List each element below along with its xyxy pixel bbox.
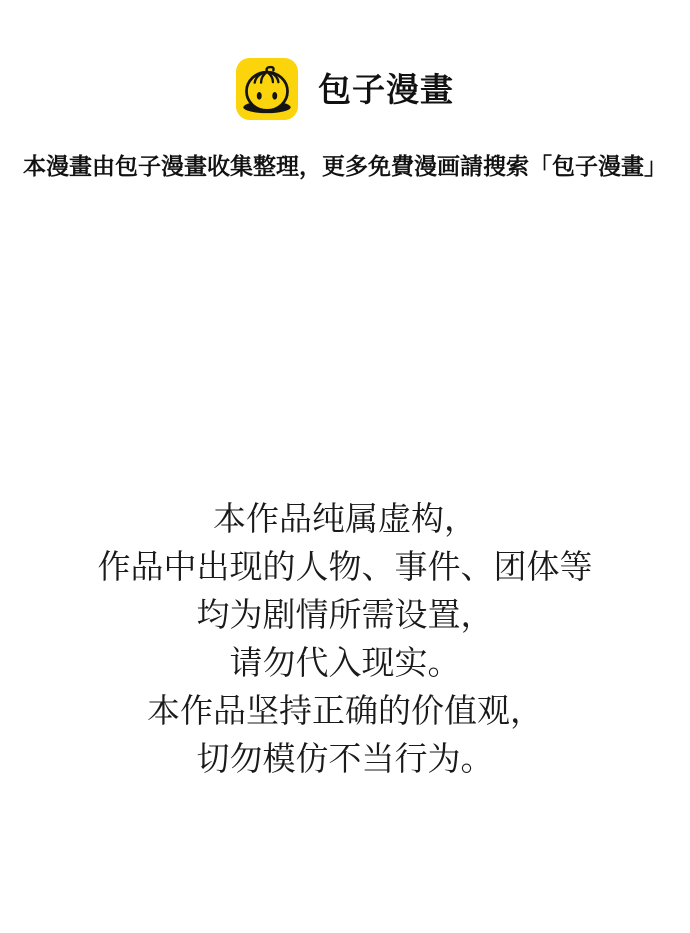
disclaimer-line-6: 切勿模仿不当行为。 — [196, 740, 494, 777]
baozi-mascot-icon — [236, 58, 298, 120]
disclaimer-line-2: 作品中出现的人物、事件、团体等 — [97, 548, 593, 585]
brand-logo — [0, 0, 690, 120]
bun-body — [246, 72, 287, 110]
brand-name: 包子漫畫 — [318, 70, 454, 108]
disclaimer-line-5: 本作品坚持正确的价值观， — [147, 692, 543, 729]
disclaimer-line-4: 请勿代入现实。 — [229, 644, 461, 681]
disclaimer-block — [0, 495, 690, 783]
disclaimer-line-3: 均为剧情所需设置， — [196, 596, 494, 633]
disclaimer-line-1: 本作品纯属虚构， — [213, 500, 477, 537]
attribution-text: 本漫畫由包子漫畫收集整理，更多免費漫画請搜索「包子漫畫」 — [23, 153, 667, 179]
